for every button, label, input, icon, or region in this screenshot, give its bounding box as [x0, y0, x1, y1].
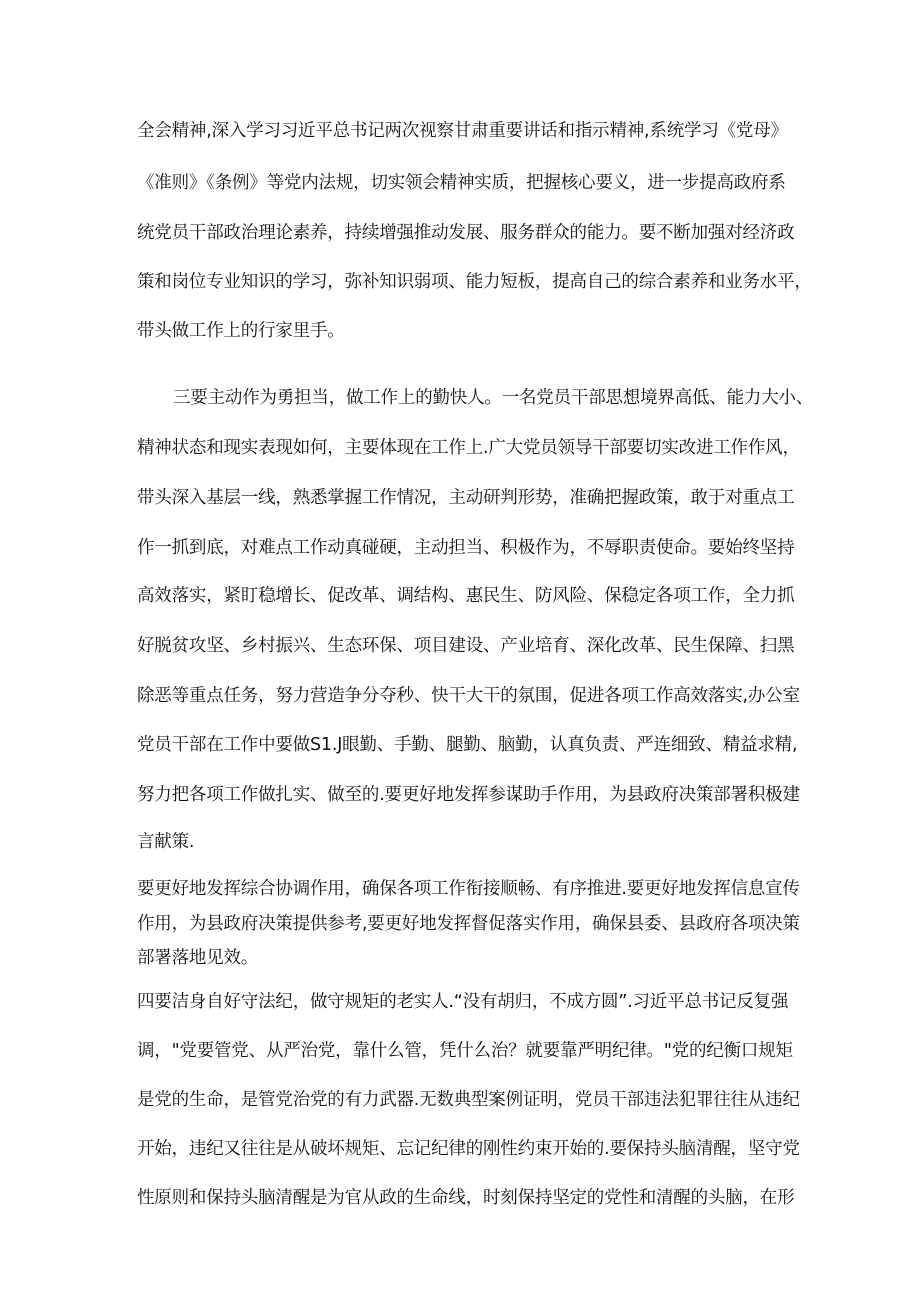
- text-line-1: 全会精神,深入学习习近平总书记两次视察甘肃重要讲话和指示精神,系统学习《党母》: [137, 121, 788, 141]
- text-line-16: 要更好地发挥综合协调作用，确保各项工作衔接顺畅、有序推进.要更好地发挥信息宣传: [137, 879, 800, 899]
- text-line-4: 策和岗位专业知识的学习，弥补知识弱项、能力短板，提高自己的综合素养和业务水平，: [137, 272, 812, 292]
- text-line-14: 努力把各项工作做扎实、做至的.要更好地发挥参谋助手作用，为县政府决策部署积极建: [137, 785, 800, 805]
- text-line-8: 带头深入基层一线，熟悉掌握工作情况，主动研判形势，准确把握政策，敢于对重点工: [137, 488, 795, 508]
- text-line-5: 带头做工作上的行家里手。: [137, 321, 345, 341]
- text-line-10: 高效落实，紧盯稳增长、促改革、调结构、惠民生、防风险、保稳定各项工作，全力抓: [137, 586, 795, 606]
- text-line-18: 部署落地见效。: [137, 948, 259, 968]
- text-line-13: 党员干部在工作中要做S1.J眼勤、手勤、腿勤、脑勤，认真负责、严连细致、精益求精,: [137, 735, 798, 755]
- text-line-17: 作用，为县政府决策提供参考,要更好地发挥督促落实作用，确保县委、县政府各项决策: [137, 914, 800, 934]
- text-line-3: 统党员干部政治理论素养，持续增强推动发展、服务群众的能力。要不断加强对经济政: [137, 223, 795, 243]
- text-line-9: 作一抓到底，对难点工作动真碰硬，主动担当、积极作为，不辱职责使命。要始终坚持: [137, 538, 795, 558]
- text-line-7: 精神状态和现实表现如何，主要体现在工作上.广大党员领导干部要切实改进工作作风，: [137, 438, 800, 458]
- text-line-19: 四要洁身自好守法纪，做守规矩的老实人.“没有胡归，不成方圆”.习近平总书记反复强: [137, 992, 789, 1012]
- text-line-11: 好脱贫攻坚、乡村振兴、生态环保、项目建设、产业培育、深化改革、民生保障、扫黑: [137, 636, 795, 656]
- text-line-6: 三要主动作为勇担当，做工作上的勤快人。一名党员干部思想境界高低、能力大小、: [173, 388, 814, 408]
- text-line-15: 言献策.: [137, 832, 195, 852]
- text-line-23: 性原则和保持头脑清醒是为官从政的生命线，时刻保持坚定的党性和清醒的头脑，在形: [137, 1188, 795, 1208]
- text-line-20: 调，"党要管党、从严治党，靠什么管，凭什么治？就要靠严明纪律。"党的纪衡口规矩: [137, 1041, 793, 1061]
- text-line-21: 是党的生命，是管党治党的有力武器.无数典型案例证明，党员干部违法犯罪往往从违纪: [137, 1090, 800, 1110]
- text-line-12: 除恶等重点任务，努力营造争分夺秒、快干大干的氛围，促进各项工作高效落实,办公室: [137, 686, 800, 706]
- text-line-22: 开始，违纪又往往是从破坏规矩、忘记纪律的刚性约束开始的.要保持头脑清醒，坚守党: [137, 1139, 800, 1159]
- text-line-2: 《准则》《条例》等党内法规，切实领会精神实质，把握核心要义，进一步提高政府系: [137, 173, 786, 193]
